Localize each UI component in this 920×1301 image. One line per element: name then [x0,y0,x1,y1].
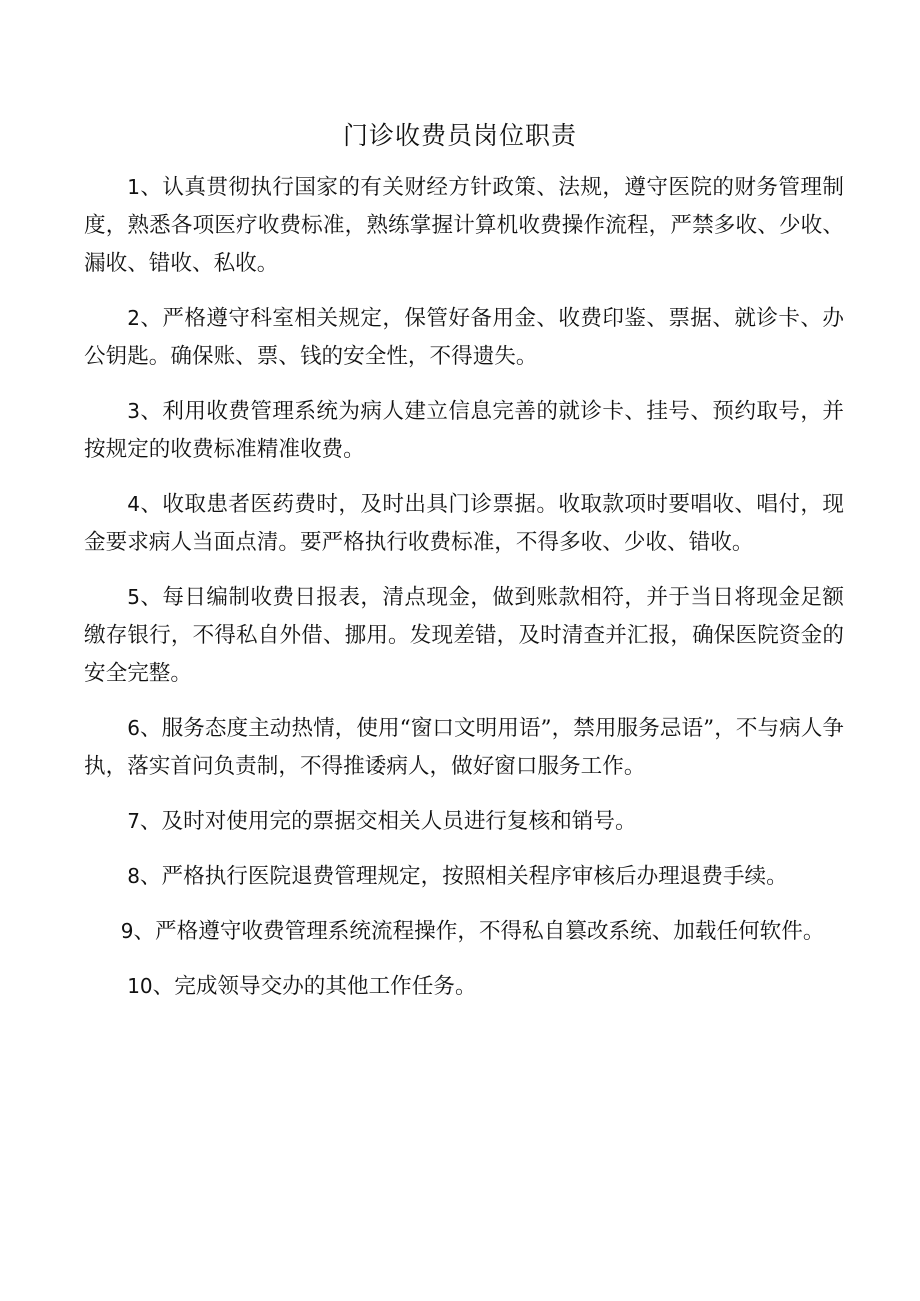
duty-item-text: 、及时对使用完的票据交相关人员进行复核和销号。 [139,809,637,834]
duty-item-2 [84,299,844,376]
duty-item-3 [84,392,844,469]
duty-item-number: 7 [127,809,140,833]
duty-item-number: 9 [120,919,134,943]
duty-item-text: 、服务态度主动热情，使用“窗口文明用语”，禁用服务忌语”，不与病人争执，落实首问负责制，不得推诿病人，做好窗口服务工作。 [84,716,844,779]
duty-item-number: 3 [127,399,140,423]
duty-item-7 [84,802,844,841]
duty-item-number: 8 [127,864,140,888]
duty-item-number: 1 [127,175,140,199]
duty-item-1 [84,168,844,283]
duty-item-text: 、收取患者医药费时，及时出具门诊票据。收取款项时要唱收、唱付，现金要求病人当面点清。要严格执行收费标准，不得多收、少收、错收。 [84,492,844,555]
duty-item-text: 、每日编制收费日报表，清点现金，做到账款相符，并于当日将现金足额缴存银行，不得私自外借、挪用。发现差错，及时清查并汇报，确保医院资金的安全完整。 [84,585,844,686]
duty-item-10 [84,967,844,1006]
duty-item-text: 、完成领导交办的其他工作任务。 [152,974,477,999]
duty-item-text: 、严格执行医院退费管理规定，按照相关程序审核后办理退费手续。 [139,864,788,889]
duty-item-9 [70,912,844,951]
duty-item-text: 、认真贯彻执行国家的有关财经方针政策、法规，遵守医院的财务管理制度，熟悉各项医疗收费标准，熟练掌握计算机收费操作流程，严禁多收、少收、漏收、错收、私收。 [84,175,844,276]
duty-item-number: 4 [127,492,140,516]
duty-item-text: 、利用收费管理系统为病人建立信息完善的就诊卡、挂号、预约取号，并按规定的收费标准精准收费。 [84,399,844,462]
duty-list [84,168,844,1022]
duty-item-number: 5 [127,585,140,609]
document-title: 门诊收费员岗位职责 [342,121,577,150]
duty-item-5 [84,578,844,693]
duty-item-text: 、严格遵守科室相关规定，保管好备用金、收费印鉴、票据、就诊卡、办公钥匙。确保账、票、钱的安全性，不得遗失。 [84,306,844,369]
duty-item-4 [84,485,844,562]
duty-item-8 [84,857,844,896]
duty-item-number: 6 [127,716,140,740]
duty-item-number: 10 [127,974,153,998]
duty-item-number: 2 [127,306,140,330]
duty-item-6 [84,709,844,786]
duty-item-text: 、严格遵守收费管理系统流程操作，不得私自篡改系统、加载任何软件。 [133,919,825,944]
